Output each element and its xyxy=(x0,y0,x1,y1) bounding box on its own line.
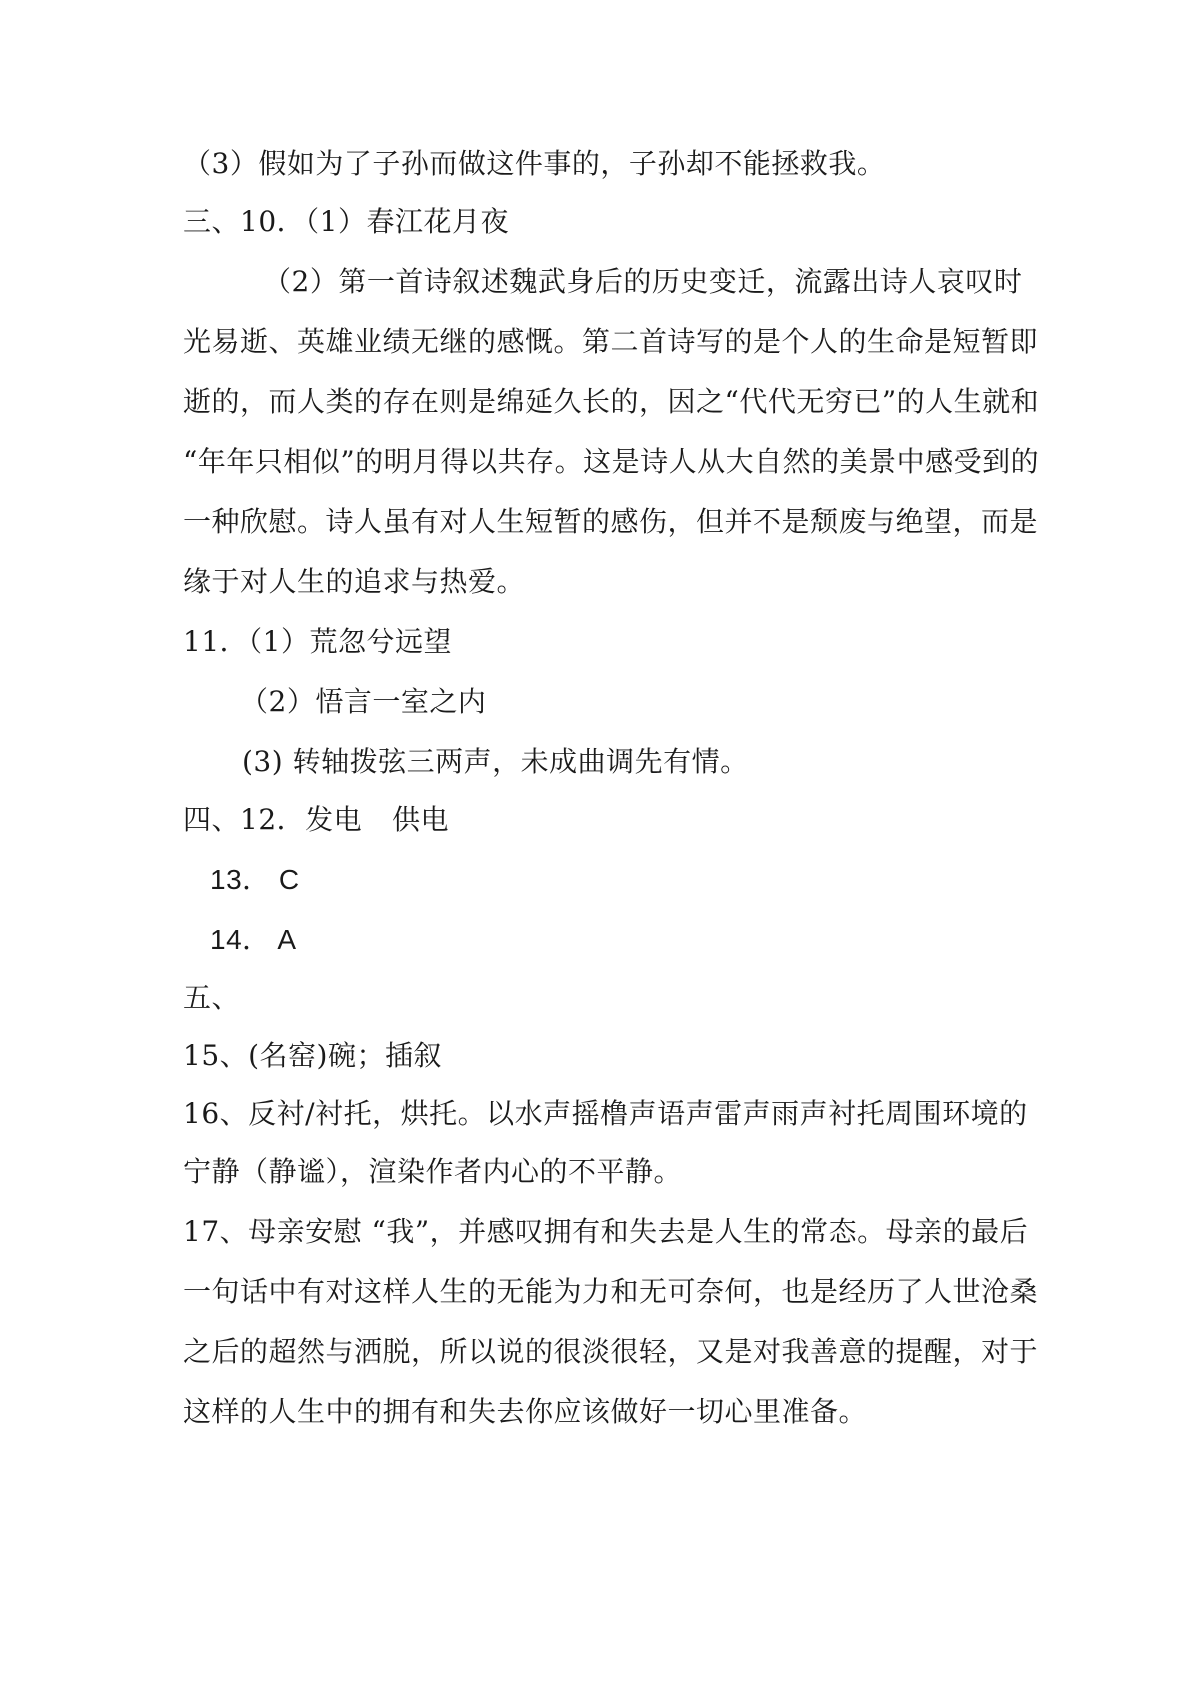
answer-17-line4: 这样的人生中的拥有和失去你应该做好一切心里准备。 xyxy=(183,1395,868,1428)
answer-9-3: （3）假如为了子孙而做这件事的，子孙却不能拯救我。 xyxy=(183,147,886,180)
answer-10-1: 三、10．（1）春江花月夜 xyxy=(183,205,509,238)
answer-11-2: （2）悟言一室之内 xyxy=(240,685,487,718)
answer-12-part2: 供电 xyxy=(392,803,450,836)
answer-13: 13． C xyxy=(210,864,300,895)
answer-10-2-line6: 缘于对人生的追求与热爱。 xyxy=(183,565,526,598)
answer-12-part1: 四、12．发电 xyxy=(183,803,363,836)
answer-15: 15、(名窑)碗；插叙 xyxy=(183,1039,442,1072)
answer-10-2-line3: 逝的，而人类的存在则是绵延久长的，因之“代代无穷已”的人生就和 xyxy=(183,385,1040,418)
answer-16-line1: 16、反衬/衬托，烘托。以水声摇橹声语声雷声雨声衬托周围环境的 xyxy=(183,1097,1028,1130)
answer-10-2-line5: 一种欣慰。诗人虽有对人生短暂的感伤，但并不是颓废与绝望，而是 xyxy=(183,505,1039,538)
answer-16-line2: 宁静（静谧），渲染作者内心的不平静。 xyxy=(183,1155,683,1188)
answer-10-2-line2: 光易逝、英雄业绩无继的感慨。第二首诗写的是个人的生命是短暂即 xyxy=(183,325,1039,358)
answer-17-line3: 之后的超然与洒脱，所以说的很淡很轻，又是对我善意的提醒，对于 xyxy=(183,1335,1039,1368)
answer-10-2-line1: （2）第一首诗叙述魏武身后的历史变迁，流露出诗人哀叹时 xyxy=(263,265,1023,298)
answer-11-3: (3) 转轴拨弦三两声，未成曲调先有情。 xyxy=(242,745,749,778)
section-five-heading: 五、 xyxy=(183,981,241,1014)
answer-11-1: 11．（1）荒忽兮远望 xyxy=(183,625,452,658)
answer-17-line1: 17、母亲安慰 “我”，并感叹拥有和失去是人生的常态。母亲的最后 xyxy=(183,1215,1029,1248)
answer-14: 14． A xyxy=(210,924,297,955)
answer-17-line2: 一句话中有对这样人生的无能为力和无可奈何，也是经历了人世沧桑 xyxy=(183,1275,1039,1308)
answer-10-2-line4: “年年只相似”的明月得以共存。这是诗人从大自然的美景中感受到的 xyxy=(183,445,1040,478)
